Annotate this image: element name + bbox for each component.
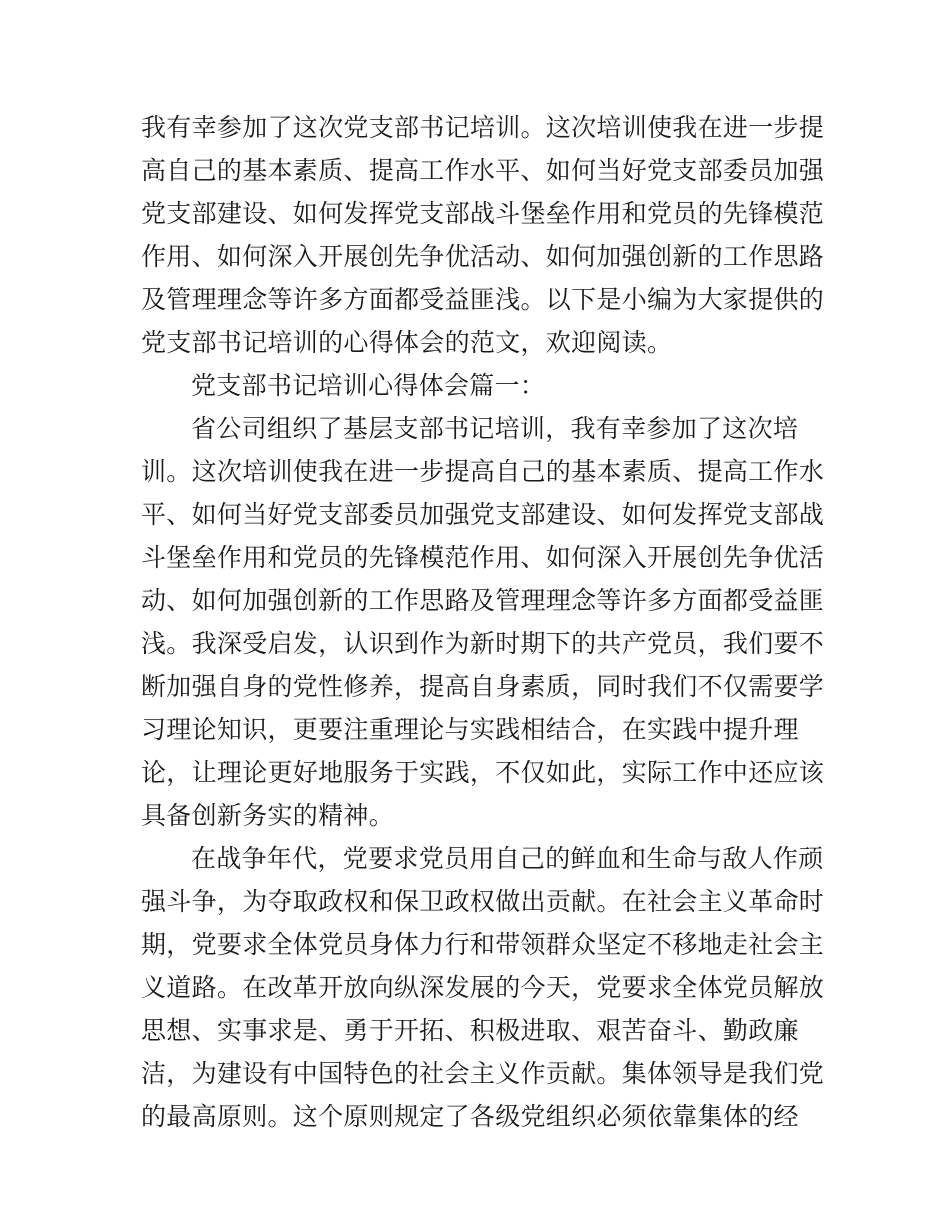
text-line: 思想、实事求是、勇于开拓、积极进取、艰苦奋斗、勤政廉 <box>141 1016 799 1045</box>
text-line: 训。这次培训使我在进一步提高自己的基本素质、提高工作水 <box>141 457 825 486</box>
text-line: 断加强自身的党性修养，提高自身素质，同时我们不仅需要学 <box>141 672 825 701</box>
text-line: 在战争年代，党要求党员用自己的鲜血和生命与敌人作顽 <box>191 844 824 873</box>
text-line: 习理论知识，更要注重理论与实践相结合，在实践中提升理 <box>141 715 799 744</box>
text-line: 动、如何加强创新的工作思路及管理理念等许多方面都受益匪 <box>141 586 825 615</box>
document-body <box>141 106 825 1138</box>
text-line: 浅。我深受启发，认识到作为新时期下的共产党员，我们要不 <box>141 629 825 658</box>
text-line: 义道路。在改革开放向纵深发展的今天，党要求全体党员解放 <box>141 973 825 1002</box>
text-line: 作用、如何深入开展创先争优活动、如何加强创新的工作思路 <box>141 242 825 271</box>
text-line: 期，党要求全体党员身体力行和带领群众坚定不移地走社会主 <box>141 930 825 959</box>
text-line: 强斗争，为夺取政权和保卫政权做出贡献。在社会主义革命时 <box>141 887 825 916</box>
text-line: 洁，为建设有中国特色的社会主义作贡献。集体领导是我们党 <box>141 1059 825 1088</box>
text-line: 具备创新务实的精神。 <box>141 801 395 830</box>
text-line: 党支部书记培训的心得体会的范文，欢迎阅读。 <box>141 328 673 357</box>
text-line: 党支部书记培训心得体会篇一： <box>191 371 546 400</box>
text-line: 斗堡垒作用和党员的先锋模范作用、如何深入开展创先争优活 <box>141 543 825 572</box>
text-line: 党支部建设、如何发挥党支部战斗堡垒作用和党员的先锋模范 <box>141 199 825 228</box>
text-line: 及管理理念等许多方面都受益匪浅。以下是小编为大家提供的 <box>141 285 825 314</box>
text-line: 省公司组织了基层支部书记培训，我有幸参加了这次培 <box>191 414 799 443</box>
text-line: 论，让理论更好地服务于实践，不仅如此，实际工作中还应该 <box>141 758 825 787</box>
text-line: 的最高原则。这个原则规定了各级党组织必须依靠集体的经 <box>141 1102 799 1131</box>
text-line: 高自己的基本素质、提高工作水平、如何当好党支部委员加强 <box>141 156 825 185</box>
text-line: 我有幸参加了这次党支部书记培训。这次培训使我在进一步提 <box>141 113 825 142</box>
text-line: 平、如何当好党支部委员加强党支部建设、如何发挥党支部战 <box>141 500 825 529</box>
